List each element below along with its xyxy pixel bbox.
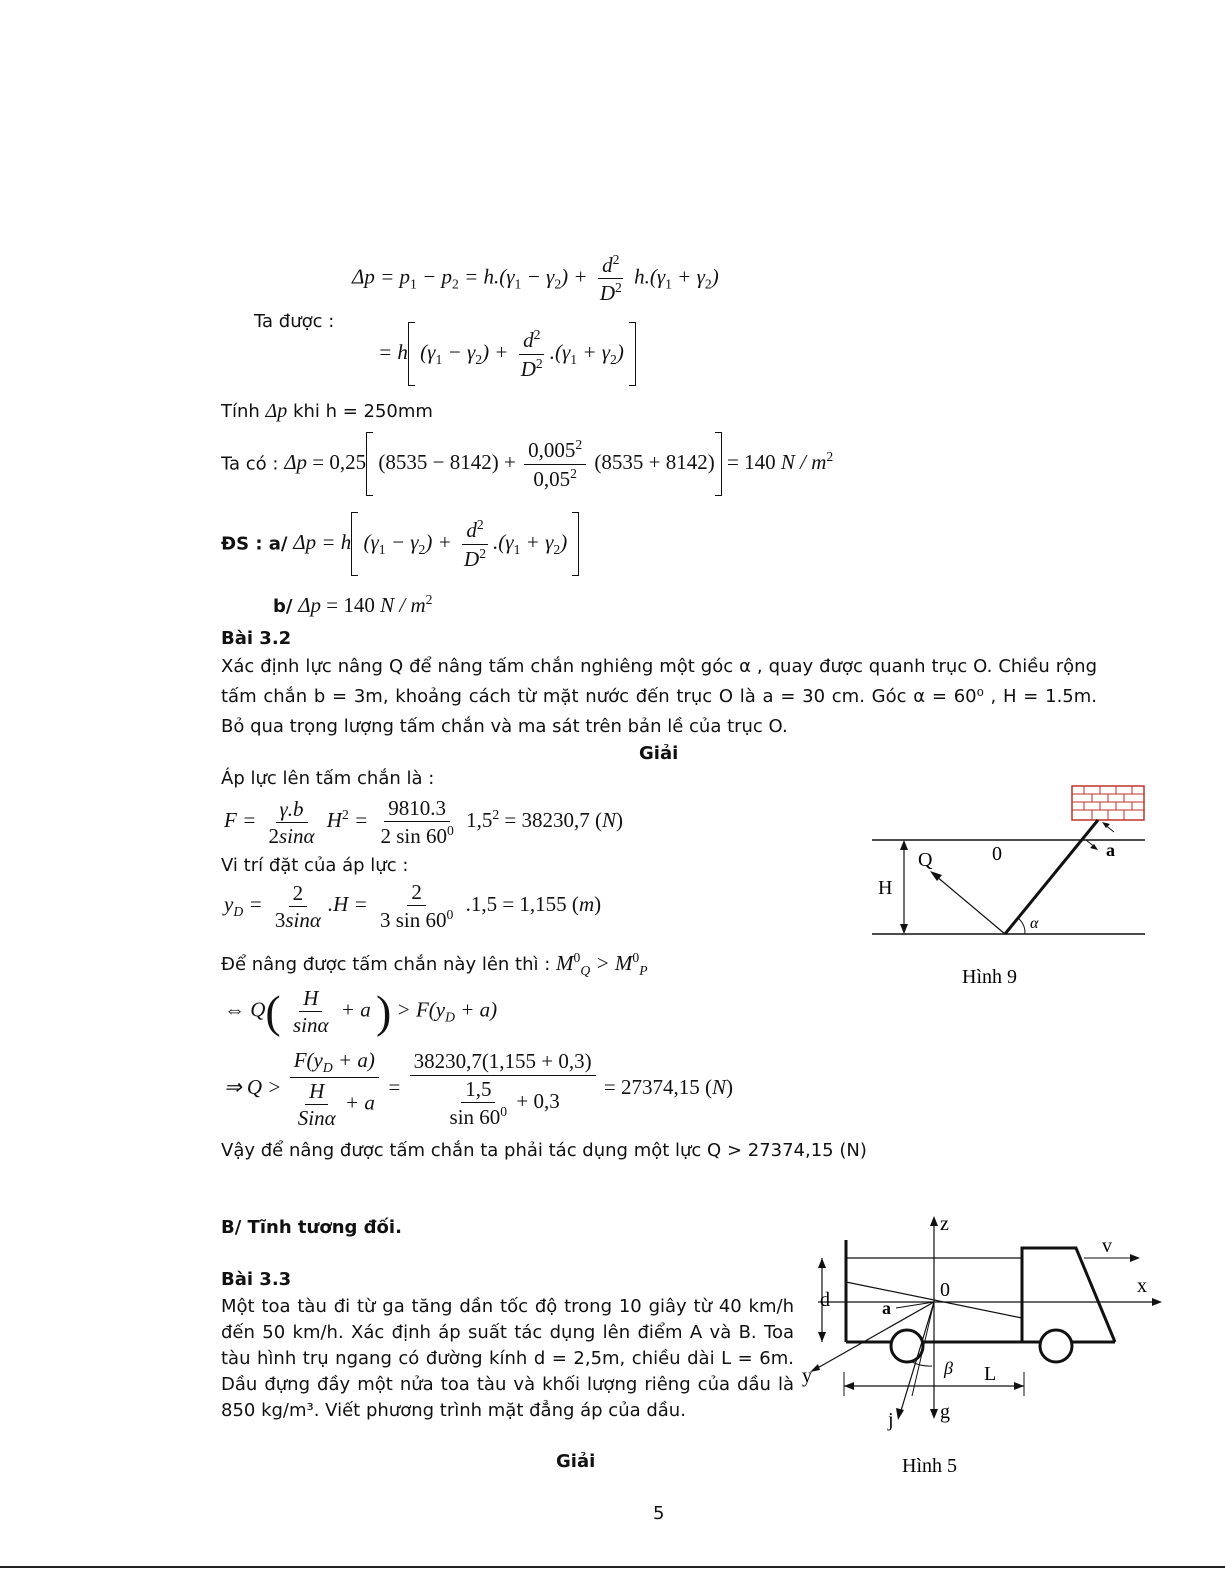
de-nang-line: Để nâng được tấm chắn này lên thì : $M^0_Q > M^0_P$ bbox=[221, 950, 648, 979]
ta-co-line: Ta có : Δp = 0,25 (8535 − 8142) + $\frac{0,005^2}{0,05^2}$ (8535 + 8142) = 140 N / $m^2$ bbox=[221, 432, 833, 496]
fig5-label-v: v bbox=[1102, 1235, 1112, 1257]
fig9-label-O: 0 bbox=[992, 843, 1002, 865]
fig5-label-j: j bbox=[888, 1409, 894, 1431]
wall-bricks bbox=[1072, 786, 1144, 820]
eq-inequality-1: ⇔ Q( $\frac{H}{\sin\alpha}$ + a ) > $F(y_D + a)$ bbox=[224, 985, 498, 1037]
bai33-text: Một toa tàu đi từ ga tăng dần tốc độ trong 10 giây từ 40 km/h đến 50 km/h. Xác định áp suất tác dụng lên điểm A và B. Toa tàu hình trụ ngang có đường kính d = 2,5m, chiều dài L = 6m. Dầu đựng đầy một nửa toa tàu và khối lượng riêng của dầu là 850 kg/m³. Viết phương trình mặt đẳng áp của dầu. bbox=[221, 1296, 794, 1421]
ap-luc-label: Áp lực lên tấm chắn là : bbox=[221, 768, 435, 789]
answer-a: ĐS : a/ Δp = h $(\gamma_1 - \gamma_2)$ + $\frac{d^2}{D^2}$ $.(\gamma_1 + \gamma_2)$ bbox=[221, 512, 579, 576]
fig9-label-H: H bbox=[878, 877, 893, 899]
bai32-title: Bài 3.2 bbox=[221, 628, 292, 649]
fig5-label-g: g bbox=[940, 1401, 950, 1423]
fig5-label-d: d bbox=[820, 1289, 830, 1311]
fig5-label-L: L bbox=[984, 1363, 997, 1385]
fig5-label-x: x bbox=[1137, 1275, 1147, 1297]
giai-heading-2: Giải bbox=[556, 1451, 596, 1472]
ta-duoc-label: Ta được : bbox=[254, 311, 335, 332]
fig5-label-beta: β bbox=[944, 1358, 953, 1378]
bai32-text: Xác định lực nâng Q để nâng tấm chắn nghiêng một góc α , quay được quanh trục O. Chiều rộng tấm chắn b = 3m, khoảng cách từ mặt nước đến trục O là a = 30 cm. Góc α = 60⁰ , H = 1.5m. Bỏ qua trọng lượng tấm chắn và ma sát trên bản lề của trục O. bbox=[221, 656, 1097, 737]
fig9-label-Q: Q bbox=[918, 849, 933, 871]
figure-5 bbox=[800, 1210, 1170, 1485]
answer-b: b/ Δp = 140 N / $m^2$ bbox=[273, 592, 433, 617]
fig9-label-a: a bbox=[1106, 840, 1115, 860]
eq-yd: $y_D$ = $\frac{2}{3\sin\alpha}$ .H = $\frac{2}{3 \sin 60^0}$ .1,5 = 1,155 (m) bbox=[224, 880, 602, 933]
giai-heading-1: Giải bbox=[639, 743, 679, 764]
eq-force: F = $\frac{\gamma.b}{2\sin\alpha}$ $H^2$ = $\frac{9810.3}{2 \sin 60^0}$ $1,5^2 = 38230,7$ (N) bbox=[224, 796, 623, 849]
vi-tri-label: Vi trí đặt của áp lực : bbox=[221, 855, 409, 876]
eq-dp-line2: = h $(\gamma_1 - \gamma_2)$ + $\frac{d^2}{D^2}$ $.(\gamma_1 + \gamma_2)$ bbox=[378, 322, 636, 386]
fig9-caption: Hình 9 bbox=[962, 966, 1017, 988]
gate-plate bbox=[1005, 820, 1098, 934]
eq-inequality-2: ⇒ Q > $F(y_D + a)$ $\frac{H}{\text{Sinα}}$ + a = 38230,7(1,155 + 0,3) $\frac{1,5}{\sin 60^0}$ + 0,3 = 27374,15 (N) bbox=[224, 1048, 734, 1131]
fig5-caption: Hình 5 bbox=[902, 1455, 957, 1477]
fig5-label-O: 0 bbox=[940, 1279, 950, 1301]
figure-9 bbox=[860, 780, 1160, 1000]
fig5-label-z: z bbox=[940, 1213, 949, 1235]
section-b-heading: B/ Tĩnh tương đối. bbox=[221, 1217, 402, 1238]
bai33-title: Bài 3.3 bbox=[221, 1269, 292, 1290]
tinh-line: Tính Δp khi h = 250mm bbox=[221, 400, 433, 422]
eq-dp-line1: $\Delta p = p_1 - p_2 = h.(\gamma_1 - \gamma_2)$ + $\frac{d^2}{D^2}$ $h.(\gamma_1 + \gamma_2)$ bbox=[352, 252, 719, 306]
page-number: 5 bbox=[653, 1503, 665, 1524]
page-bottom-rule bbox=[0, 1566, 1225, 1568]
fig9-label-alpha: α bbox=[1030, 915, 1039, 932]
conclusion: Vậy để nâng được tấm chắn ta phải tác dụng một lực Q > 27374,15 (N) bbox=[221, 1140, 867, 1161]
fig5-label-y: y bbox=[802, 1365, 812, 1387]
fig5-label-a: a bbox=[882, 1298, 891, 1318]
